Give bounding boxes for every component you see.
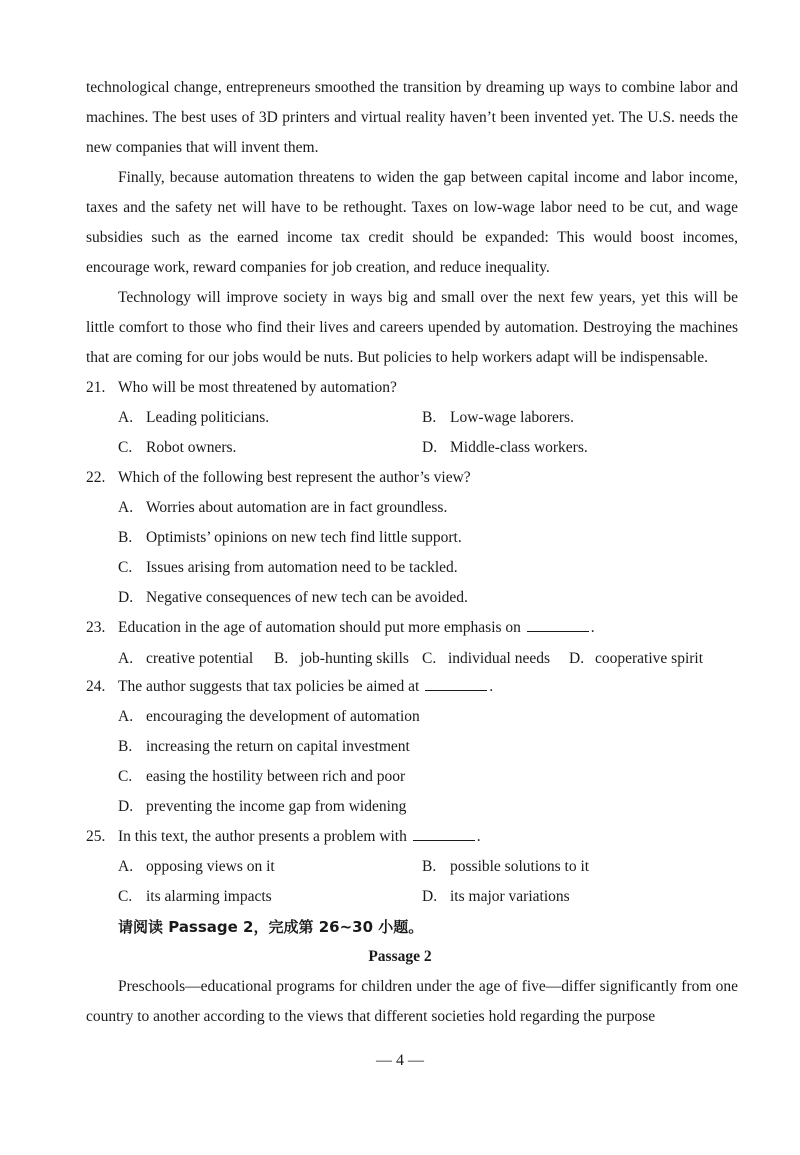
option-24-a[interactable] bbox=[118, 702, 420, 732]
option-22-a[interactable] bbox=[118, 493, 447, 523]
question-stem: The author suggests that tax policies be aimed at bbox=[118, 678, 420, 695]
option-21-d[interactable] bbox=[422, 433, 588, 463]
option-letter: C. bbox=[118, 559, 133, 576]
passage1-paragraph-3: Technology will improve society in ways big and small over the next few years, yet this will be little comfort to those who find their lives and careers upended by automation. Destroying the machines that are coming for our jobs would be nuts. But policies to help workers adapt will be indispensable. bbox=[86, 289, 738, 366]
option-text: Robot owners. bbox=[146, 439, 237, 456]
option-letter: D. bbox=[118, 589, 134, 606]
option-text: Low-wage laborers. bbox=[450, 409, 574, 426]
option-22-b[interactable] bbox=[118, 523, 462, 553]
answer-blank[interactable] bbox=[425, 676, 487, 691]
option-letter: D. bbox=[569, 650, 585, 667]
option-text: possible solutions to it bbox=[450, 858, 590, 875]
option-21-c[interactable] bbox=[118, 433, 236, 463]
question-number: 21. bbox=[86, 379, 106, 396]
option-letter: C. bbox=[118, 768, 133, 785]
option-letter: B. bbox=[118, 529, 133, 546]
option-text: Optimists’ opinions on new tech find little support. bbox=[146, 529, 462, 546]
option-text: individual needs bbox=[448, 650, 551, 667]
question-23 bbox=[86, 613, 595, 643]
option-letter: A. bbox=[118, 409, 134, 426]
option-23-d[interactable] bbox=[569, 644, 703, 674]
option-25-a[interactable] bbox=[118, 852, 275, 882]
option-text: Negative consequences of new tech can be avoided. bbox=[146, 589, 468, 606]
option-23-b[interactable] bbox=[274, 644, 409, 674]
option-text: increasing the return on capital investment bbox=[146, 738, 410, 755]
option-22-c[interactable] bbox=[118, 553, 458, 583]
passage1-paragraph-1: technological change, entrepreneurs smoothed the transition by dreaming up ways to combine labor and machines. The best uses of 3D printers and virtual reality haven’t been invented yet. The U.S. needs the new companies that will invent them. bbox=[86, 79, 738, 156]
option-text: Middle-class workers. bbox=[450, 439, 588, 456]
answer-blank[interactable] bbox=[413, 826, 475, 841]
question-stem-end: . bbox=[476, 828, 481, 845]
option-letter: A. bbox=[118, 650, 134, 667]
passage2-paragraph-1: Preschools—educational programs for children under the age of five—differ significantly from one country to another according to the views that different societies hold regarding the purpose bbox=[86, 978, 738, 1025]
option-letter: C. bbox=[118, 888, 133, 905]
option-text: job-hunting skills bbox=[300, 650, 409, 667]
question-number: 23. bbox=[86, 619, 106, 636]
question-stem: Education in the age of automation should put more emphasis on bbox=[118, 619, 521, 636]
passage1-paragraph-2: Finally, because automation threatens to widen the gap between capital income and labor income, taxes and the safety net will have to be rethought. Taxes on low-wage labor need to be cut, and wage subsidies such as the earned income tax credit should be expanded: This would boost incomes, encourage work, reward companies for job creation, and reduce inequality. bbox=[86, 169, 738, 276]
option-letter: A. bbox=[118, 858, 134, 875]
option-23-c[interactable] bbox=[422, 644, 550, 674]
option-24-b[interactable] bbox=[118, 732, 410, 762]
question-22 bbox=[86, 463, 471, 493]
question-stem: Who will be most threatened by automation? bbox=[118, 379, 397, 396]
question-25 bbox=[86, 822, 481, 852]
option-text: creative potential bbox=[146, 650, 254, 667]
option-24-d[interactable] bbox=[118, 792, 406, 822]
question-stem-end: . bbox=[489, 678, 494, 695]
option-letter: B. bbox=[118, 738, 133, 755]
option-letter: B. bbox=[422, 858, 437, 875]
answer-blank[interactable] bbox=[527, 617, 589, 632]
question-21 bbox=[86, 373, 397, 403]
question-stem: Which of the following best represent the author’s view? bbox=[118, 469, 471, 486]
option-text: encouraging the development of automation bbox=[146, 708, 420, 725]
question-number: 24. bbox=[86, 678, 106, 695]
option-text: its alarming impacts bbox=[146, 888, 272, 905]
option-letter: B. bbox=[422, 409, 437, 426]
option-text: its major variations bbox=[450, 888, 570, 905]
question-stem-end: . bbox=[590, 619, 595, 636]
option-letter: C. bbox=[422, 650, 437, 667]
option-text: easing the hostility between rich and poor bbox=[146, 768, 406, 785]
option-text: preventing the income gap from widening bbox=[146, 798, 407, 815]
option-21-b[interactable] bbox=[422, 403, 574, 433]
page-number: — 4 — bbox=[376, 1052, 424, 1069]
option-text: cooperative spirit bbox=[595, 650, 704, 667]
question-stem: In this text, the author presents a problem with bbox=[118, 828, 407, 845]
option-letter: D. bbox=[422, 888, 438, 905]
option-21-a[interactable] bbox=[118, 403, 269, 433]
option-23-a[interactable] bbox=[118, 644, 253, 674]
passage2-title: Passage 2 bbox=[368, 948, 432, 965]
option-text: opposing views on it bbox=[146, 858, 275, 875]
option-25-b[interactable] bbox=[422, 852, 589, 882]
passage2-instruction: 请阅读 Passage 2，完成第 26~30 小题。 bbox=[118, 918, 424, 936]
question-24 bbox=[86, 672, 493, 702]
question-number: 22. bbox=[86, 469, 106, 486]
option-letter: D. bbox=[422, 439, 438, 456]
option-letter: A. bbox=[118, 499, 134, 516]
option-letter: C. bbox=[118, 439, 133, 456]
option-text: Issues arising from automation need to be tackled. bbox=[146, 559, 458, 576]
option-letter: A. bbox=[118, 708, 134, 725]
question-number: 25. bbox=[86, 828, 106, 845]
option-22-d[interactable] bbox=[118, 583, 468, 613]
option-letter: D. bbox=[118, 798, 134, 815]
option-25-c[interactable] bbox=[118, 882, 272, 912]
option-text: Worries about automation are in fact groundless. bbox=[146, 499, 448, 516]
option-24-c[interactable] bbox=[118, 762, 405, 792]
option-letter: B. bbox=[274, 650, 289, 667]
option-text: Leading politicians. bbox=[146, 409, 270, 426]
option-25-d[interactable] bbox=[422, 882, 570, 912]
